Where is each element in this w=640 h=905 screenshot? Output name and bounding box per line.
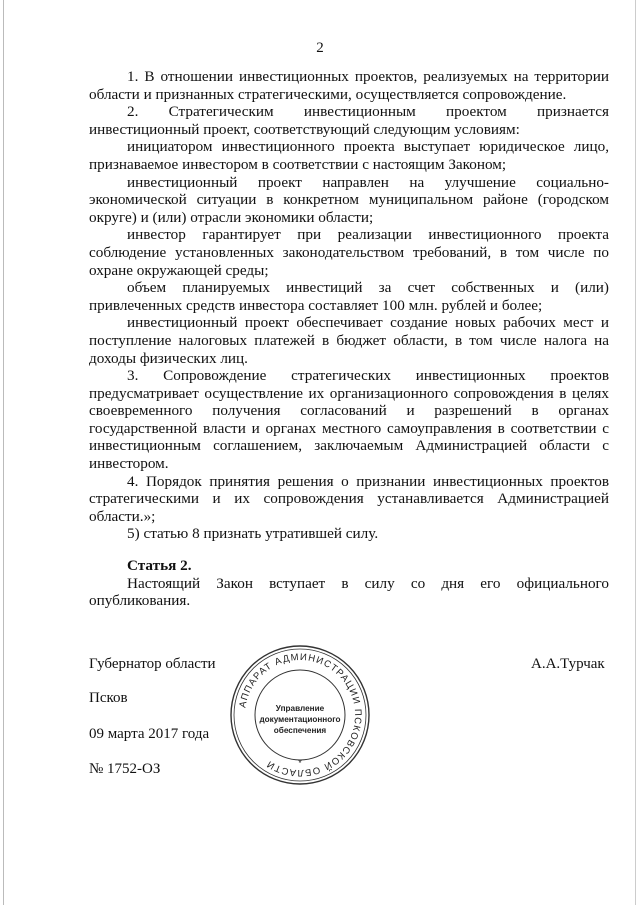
law-number: № 1752-ОЗ [89, 761, 161, 777]
scan-edge-left [3, 0, 4, 905]
stamp-line-3: обеспечения [273, 726, 327, 735]
paragraph-condition-1: инициатором инвестиционного проекта выступает юридическое лицо, признаваемое инвестором в соответствии с настоящим Законом; [89, 138, 609, 173]
paragraph-condition-2: инвестиционный проект направлен на улучшение социально-экономической ситуации в конкретном муниципальном районе (городском округе) и (или) отрасли экономики области; [89, 173, 609, 226]
signature-position: Губернатор области [89, 656, 216, 672]
paragraph-5: 5) статью 8 признать утратившей силу. [127, 525, 379, 543]
paragraph-condition-5: инвестиционный проект обеспечивает создание новых рабочих мест и поступление налоговых платежей в бюджет области, в том числе налога на доходы физических лиц. [89, 314, 609, 367]
paragraph-1: 1. В отношении инвестиционных проектов, реализуемых на территории области и признанных стратегическими, осуществляется сопровождение. [89, 68, 609, 103]
stamp-ring-text: АППАРАТ АДМИНИСТРАЦИИ ПСКОВСКОЙ ОБЛАСТИ [237, 651, 364, 779]
stamp-line-2: документационного [259, 715, 341, 724]
paragraph-condition-3: инвестор гарантирует при реализации инвестиционного проекта соблюдение установленных законодательством требований, в том числе по охране окружающей среды; [89, 226, 609, 279]
stamp-line-1: Управление [275, 704, 325, 713]
paragraph-2: 2. Стратегическим инвестиционным проектом признается инвестиционный проект, соответствующий следующим условиям: [89, 103, 609, 138]
article-2-heading: Статья 2. [127, 557, 192, 575]
signature-name: А.А.Турчак [531, 656, 605, 672]
document-body [89, 68, 609, 610]
page-number: 2 [316, 40, 324, 56]
signature-city: Псков [89, 690, 128, 706]
official-stamp [228, 643, 372, 787]
article-2-text: Настоящий Закон вступает в силу со дня его официального опубликования. [89, 574, 609, 610]
svg-text:*: * [298, 758, 302, 768]
paragraph-3: 3. Сопровождение стратегических инвестиционных проектов предусматривает осуществление их организационного сопровождения в целях своевременного получения согласований и разрешений в органах государственной власти и органах местного самоуправления в соответствии с инвестиционным соглашением, заключаемым Администрацией области с инвестором. [89, 367, 609, 473]
paragraph-4: 4. Порядок принятия решения о признании инвестиционных проектов стратегическими и их сопровождения устанавливается Администрацией области.»; [89, 472, 609, 525]
scan-edge-right [635, 0, 636, 905]
signature-date: 09 марта 2017 года [89, 726, 210, 742]
paragraph-condition-4: объем планируемых инвестиций за счет собственных и (или) привлеченных средств инвестора составляет 100 млн. рублей и более; [89, 279, 609, 314]
